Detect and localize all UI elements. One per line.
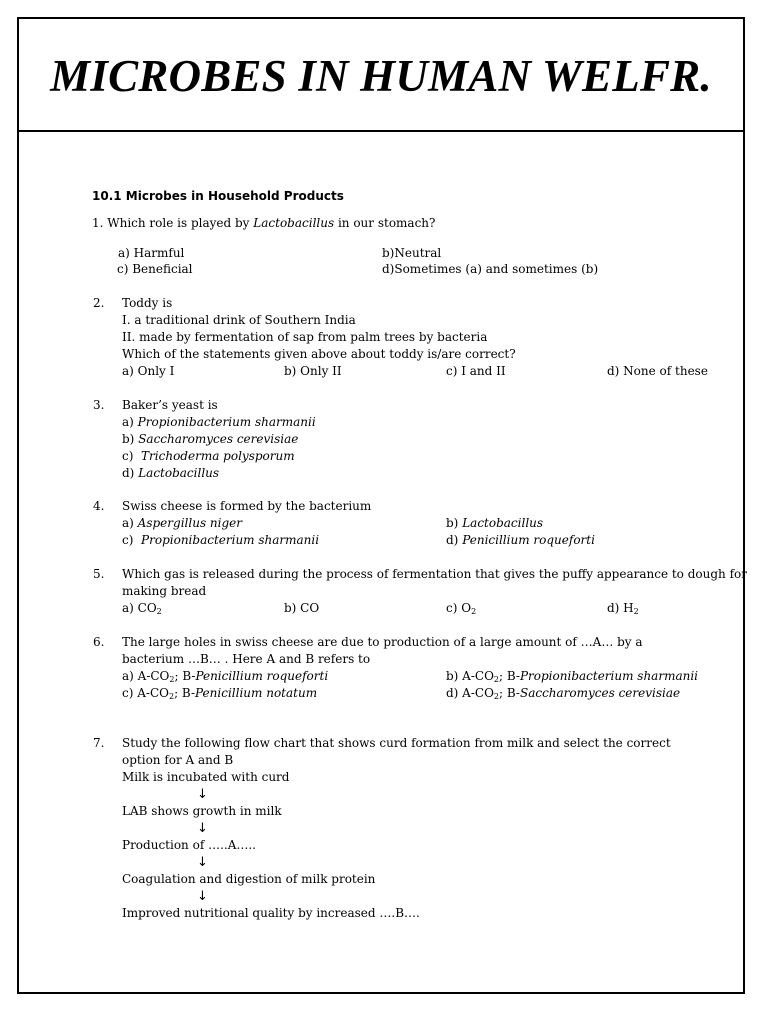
q6-option-d-subscript: 2 [493, 692, 500, 701]
q7-stem-line-2: option for A and B [122, 753, 234, 767]
q3-option-c-label: c) [122, 449, 134, 463]
q6-option-b-sep: ; B- [499, 669, 520, 683]
q3-option-b [122, 432, 298, 447]
q6-stem-line-2: bacterium …B… . Here A and B refers to [122, 652, 371, 666]
section-heading: 10.1 Microbes in Household Products [92, 189, 344, 203]
q3-option-a-text: Propionibacterium sharmanii [137, 415, 316, 429]
q2-option-b: b) Only II [284, 364, 342, 378]
q2-stem: Toddy is [122, 296, 173, 310]
q5-option-c-subscript: 2 [471, 607, 477, 616]
flowchart-arrow-icon: ↓ [197, 821, 208, 836]
q3-option-a [122, 415, 316, 430]
q5-option-a [122, 601, 162, 616]
q4-option-d [446, 533, 595, 548]
q6-option-b-subscript: 2 [493, 675, 500, 684]
q7-stem-line-1: Study the following flow chart that shows curd formation from milk and select the correct [122, 736, 671, 750]
q4-option-a-label: a) [122, 516, 134, 530]
q6-number: 6. [93, 635, 105, 649]
q6-stem-line-1: The large holes in swiss cheese are due to production of a large amount of …A… by a [122, 635, 643, 649]
q6-option-a-subscript: 2 [169, 675, 175, 684]
q6-option-d-organism: Saccharomyces cerevisiae [519, 686, 681, 700]
flowchart-arrow-icon: ↓ [197, 889, 208, 904]
flowchart-step-2: LAB shows growth in milk [122, 804, 282, 818]
q3-option-d [122, 466, 219, 481]
q5-option-a-text: a) CO [122, 601, 157, 615]
q4-option-d-label: d) [446, 533, 459, 547]
q1-term: Lactobacillus [253, 216, 335, 230]
q6-option-a-organism: Penicillium roqueforti [195, 669, 329, 683]
q2-option-c: c) I and II [446, 364, 506, 378]
q3-option-a-label: a) [122, 415, 134, 429]
q3-stem: Baker’s yeast is [122, 398, 218, 412]
q3-option-c-text: Trichoderma polysporum [141, 449, 295, 463]
q2-question: Which of the statements given above about toddy is/are correct? [122, 347, 516, 361]
q2-option-d: d) None of these [607, 364, 708, 378]
q7-number: 7. [93, 736, 105, 750]
flowchart-step-3: Production of …..A….. [122, 838, 256, 852]
q5-number: 5. [93, 567, 105, 581]
q4-option-b-text: Lactobacillus [462, 516, 544, 530]
q4-stem: Swiss cheese is formed by the bacterium [122, 499, 372, 513]
q3-option-b-text: Saccharomyces cerevisiae [138, 432, 299, 446]
q1-suffix: in our stomach? [334, 216, 436, 230]
q5-stem-line-2: making bread [122, 584, 207, 598]
q6-option-c-subscript: 2 [168, 692, 175, 701]
q1-option-d: d)Sometimes (a) and sometimes (b) [382, 262, 599, 276]
q4-option-a [122, 516, 242, 531]
q6-option-a-sep: ; B- [174, 669, 196, 683]
q6-option-b-organism: Propionibacterium sharmanii [519, 669, 699, 683]
q6-option-a [122, 669, 328, 684]
q6-option-d [446, 686, 680, 701]
q5-option-d-text: d) H [607, 601, 634, 615]
q6-option-c-text: c) A-CO [122, 686, 169, 700]
q5-option-c [446, 601, 476, 616]
q5-option-d [607, 601, 639, 616]
page-title: MICROBES IN HUMAN WELFR. [50, 50, 712, 101]
q6-option-c-organism: Penicillium notatum [195, 686, 318, 700]
q5-option-d-subscript: 2 [633, 607, 639, 616]
flowchart-arrow-icon: ↓ [197, 855, 208, 870]
q1-option-c: c) Beneficial [117, 262, 193, 276]
q1-prefix: 1. Which role is played by [92, 216, 254, 230]
q5-stem-line-1: Which gas is released during the process of fermentation that gives the puffy appearance to dough for [122, 567, 747, 581]
q4-number: 4. [93, 499, 105, 513]
q6-option-b [446, 669, 698, 684]
q4-option-c-label: c) [122, 533, 134, 547]
q3-option-d-text: Lactobacillus [138, 466, 220, 480]
q2-statement-1: I. a traditional drink of Southern India [122, 313, 356, 327]
q4-option-b [446, 516, 543, 531]
q4-option-d-text: Penicillium roqueforti [462, 533, 595, 547]
flowchart-step-5: Improved nutritional quality by increased ….B…. [122, 906, 420, 920]
flowchart-step-4: Coagulation and digestion of milk protein [122, 872, 376, 886]
q2-statement-2: II. made by fermentation of sap from palm trees by bacteria [122, 330, 488, 344]
q1-option-b: b)Neutral [382, 246, 442, 260]
q3-option-d-label: d) [122, 466, 135, 480]
flowchart-step-1: Milk is incubated with curd [122, 770, 290, 784]
q5-option-c-text: c) O [446, 601, 472, 615]
q5-option-a-subscript: 2 [156, 607, 162, 616]
q2-option-a: a) Only I [122, 364, 175, 378]
q6-option-c-sep: ; B- [174, 686, 196, 700]
q5-option-b: b) CO [284, 601, 320, 615]
q2-number: 2. [93, 296, 105, 310]
q6-option-a-text: a) A-CO [122, 669, 170, 683]
q4-option-c [122, 533, 319, 548]
q4-option-c-text: Propionibacterium sharmanii [141, 533, 320, 547]
q1-option-a: a) Harmful [118, 246, 185, 260]
q3-option-b-label: b) [122, 432, 135, 446]
q6-option-d-text: d) A-CO [446, 686, 494, 700]
q6-option-d-sep: ; B- [499, 686, 520, 700]
question-1-stem [92, 216, 435, 231]
q4-option-a-text: Aspergillus niger [137, 516, 242, 530]
q3-option-c [122, 449, 295, 464]
q3-number: 3. [93, 398, 105, 412]
flowchart-arrow-icon: ↓ [197, 787, 208, 802]
q6-option-b-text: b) A-CO [446, 669, 494, 683]
q4-option-b-label: b) [446, 516, 459, 530]
q6-option-c [122, 686, 317, 701]
